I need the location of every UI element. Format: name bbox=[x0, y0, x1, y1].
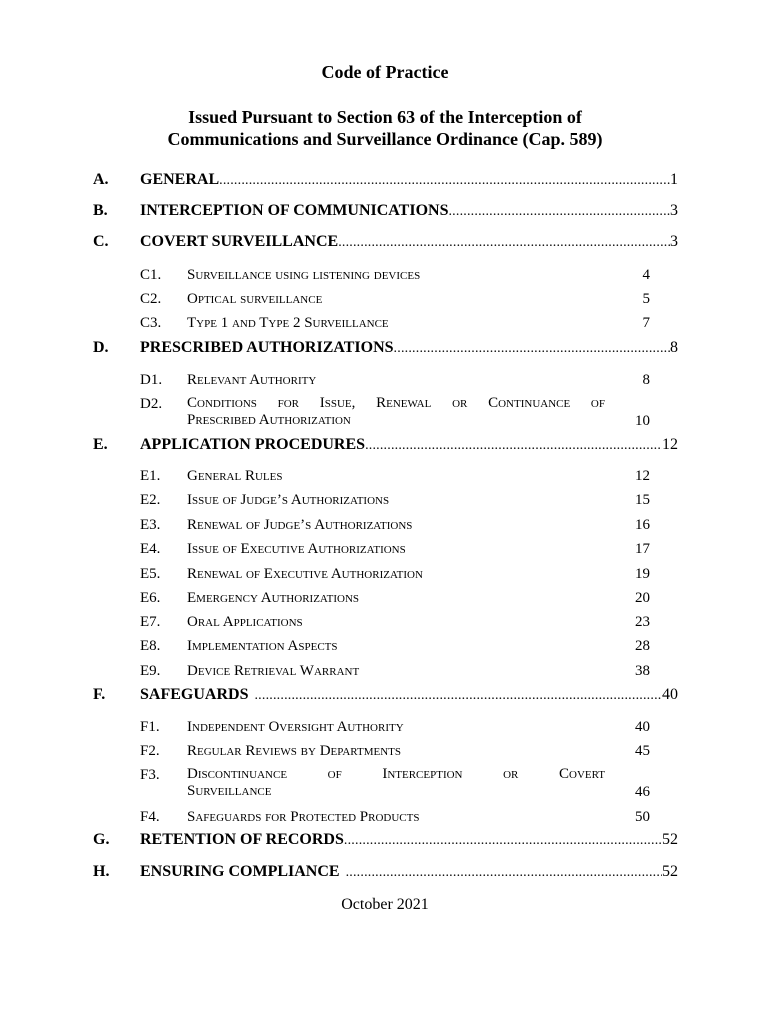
section-page: 3 bbox=[670, 202, 678, 219]
section-title: COVERT SURVEILLANCE bbox=[140, 233, 339, 250]
subsection-number: E9. bbox=[140, 663, 161, 679]
subsection-number: E1. bbox=[140, 468, 161, 484]
toc-subsection-f1[interactable] bbox=[140, 717, 650, 737]
subsection-title: Surveillance using listening devices bbox=[187, 267, 421, 283]
subsection-number: E2. bbox=[140, 492, 161, 508]
dot-leader bbox=[365, 435, 662, 457]
dot-leader bbox=[394, 338, 670, 360]
subsection-page: 12 bbox=[635, 468, 650, 484]
subsection-number: F4. bbox=[140, 809, 160, 825]
section-letter: G. bbox=[93, 831, 110, 848]
subsection-page: 7 bbox=[642, 315, 650, 331]
section-letter: C. bbox=[93, 233, 109, 250]
subsection-title bbox=[187, 395, 607, 429]
toc-subsection-f2[interactable] bbox=[140, 741, 650, 761]
subsection-title: Implementation Aspects bbox=[187, 638, 338, 654]
subsection-page: 10 bbox=[635, 413, 650, 429]
toc-subsection-e6[interactable] bbox=[140, 588, 650, 608]
subsection-page: 19 bbox=[635, 566, 650, 582]
toc-subsection-e2[interactable] bbox=[140, 490, 650, 510]
toc-subsection-d2[interactable] bbox=[140, 394, 650, 434]
section-title: GENERAL bbox=[140, 171, 220, 188]
subsection-number: E5. bbox=[140, 566, 161, 582]
document-date: October 2021 bbox=[341, 896, 429, 913]
dot-leader bbox=[346, 862, 662, 884]
section-page: 3 bbox=[670, 233, 678, 250]
subsection-number: C1. bbox=[140, 267, 162, 283]
subsection-number: E8. bbox=[140, 638, 161, 654]
section-letter: H. bbox=[93, 863, 110, 880]
toc-section-interception[interactable] bbox=[93, 200, 678, 222]
subsection-page: 16 bbox=[635, 517, 650, 533]
toc-section-ensuring-compliance[interactable] bbox=[93, 861, 678, 883]
section-letter: D. bbox=[93, 339, 109, 356]
dot-leader bbox=[338, 232, 670, 254]
toc-subsection-e8[interactable] bbox=[140, 636, 650, 656]
section-title: APPLICATION PROCEDURES bbox=[140, 436, 366, 453]
toc-subsection-c1[interactable] bbox=[140, 265, 650, 285]
subsection-number: F1. bbox=[140, 719, 160, 735]
toc-section-retention-of-records[interactable] bbox=[93, 829, 678, 851]
toc-section-general[interactable] bbox=[93, 169, 678, 191]
section-page: 12 bbox=[662, 436, 678, 453]
section-letter: F. bbox=[93, 686, 106, 703]
toc-subsection-e5[interactable] bbox=[140, 564, 650, 584]
subsection-page: 40 bbox=[635, 719, 650, 735]
section-title: SAFEGUARDS bbox=[140, 686, 249, 703]
subsection-number: E7. bbox=[140, 614, 161, 630]
subsection-title-line-2: Prescribed Authorization bbox=[187, 412, 351, 428]
subsection-page: 50 bbox=[635, 809, 650, 825]
subsection-title: Oral Applications bbox=[187, 614, 303, 630]
section-page: 1 bbox=[670, 171, 678, 188]
subsection-title: Issue of Judge’s Authorizations bbox=[187, 492, 390, 508]
document-title: Code of Practice bbox=[321, 62, 449, 82]
subsection-title-line-2: Surveillance bbox=[187, 783, 272, 799]
toc-subsection-e1[interactable] bbox=[140, 466, 650, 486]
subsection-title: Issue of Executive Authorizations bbox=[187, 541, 406, 557]
subsection-title: Emergency Authorizations bbox=[187, 590, 360, 606]
toc-subsection-c2[interactable] bbox=[140, 289, 650, 309]
subsection-title: Type 1 and Type 2 Surveillance bbox=[187, 315, 389, 331]
subsection-title-line-1: Conditions for Issue, Renewal or Continuance of bbox=[187, 395, 605, 411]
toc-subsection-e4[interactable] bbox=[140, 539, 650, 559]
subsection-title: Independent Oversight Authority bbox=[187, 719, 404, 735]
toc-subsection-e3[interactable] bbox=[140, 515, 650, 535]
section-letter: A. bbox=[93, 171, 109, 188]
subsection-number: E3. bbox=[140, 517, 161, 533]
toc-subsection-d1[interactable] bbox=[140, 370, 650, 390]
subsection-title bbox=[187, 766, 607, 800]
dot-leader bbox=[344, 830, 662, 852]
section-title: ENSURING COMPLIANCE bbox=[140, 863, 340, 880]
subsection-title-line-1: Discontinuance of Interception or Covert bbox=[187, 766, 605, 782]
section-page: 8 bbox=[670, 339, 678, 356]
subsection-number: C3. bbox=[140, 315, 162, 331]
subsection-page: 8 bbox=[642, 372, 650, 388]
subsection-page: 5 bbox=[642, 291, 650, 307]
subsection-number: F2. bbox=[140, 743, 160, 759]
subsection-page: 45 bbox=[635, 743, 650, 759]
subsection-title: Device Retrieval Warrant bbox=[187, 663, 360, 679]
section-title: RETENTION OF RECORDS bbox=[140, 831, 344, 848]
subsection-page: 46 bbox=[635, 784, 650, 800]
subsection-title: Relevant Authority bbox=[187, 372, 317, 388]
subsection-title: General Rules bbox=[187, 468, 283, 484]
subtitle-line-1: Issued Pursuant to Section 63 of the Interception of bbox=[188, 107, 582, 127]
subsection-page: 15 bbox=[635, 492, 650, 508]
section-page: 40 bbox=[662, 686, 678, 703]
section-title: INTERCEPTION OF COMMUNICATIONS bbox=[140, 202, 449, 219]
subsection-page: 20 bbox=[635, 590, 650, 606]
subsection-number: D2. bbox=[140, 396, 163, 412]
toc-section-safeguards[interactable] bbox=[93, 684, 678, 706]
subsection-page: 4 bbox=[642, 267, 650, 283]
subsection-page: 38 bbox=[635, 663, 650, 679]
toc-subsection-f4[interactable] bbox=[140, 807, 650, 827]
toc-subsection-e9[interactable] bbox=[140, 661, 650, 681]
toc-subsection-c3[interactable] bbox=[140, 313, 650, 333]
subsection-title: Optical surveillance bbox=[187, 291, 323, 307]
subsection-page: 23 bbox=[635, 614, 650, 630]
section-page: 52 bbox=[662, 831, 678, 848]
toc-section-prescribed-authorizations[interactable] bbox=[93, 337, 678, 359]
subsection-page: 17 bbox=[635, 541, 650, 557]
toc-section-covert-surveillance[interactable] bbox=[93, 231, 678, 253]
document-subtitle bbox=[0, 106, 770, 150]
subsection-title: Renewal of Judge’s Authorizations bbox=[187, 517, 413, 533]
section-page: 52 bbox=[662, 863, 678, 880]
section-letter: E. bbox=[93, 436, 108, 453]
toc-section-application-procedures[interactable] bbox=[93, 434, 678, 456]
toc-subsection-e7[interactable] bbox=[140, 612, 650, 632]
toc-subsection-f3[interactable] bbox=[140, 765, 650, 805]
dot-leader bbox=[448, 201, 670, 223]
subsection-number: E6. bbox=[140, 590, 161, 606]
subtitle-line-2: Communications and Surveillance Ordinance (Cap. 589) bbox=[167, 129, 603, 149]
subsection-number: F3. bbox=[140, 767, 160, 783]
subsection-number: C2. bbox=[140, 291, 162, 307]
subsection-number: E4. bbox=[140, 541, 161, 557]
subsection-title: Safeguards for Protected Products bbox=[187, 809, 420, 825]
subsection-title: Renewal of Executive Authorization bbox=[187, 566, 423, 582]
section-letter: B. bbox=[93, 202, 108, 219]
subsection-title: Regular Reviews by Departments bbox=[187, 743, 401, 759]
section-title: PRESCRIBED AUTHORIZATIONS bbox=[140, 339, 394, 356]
subsection-number: D1. bbox=[140, 372, 163, 388]
subsection-page: 28 bbox=[635, 638, 650, 654]
dot-leader bbox=[254, 685, 662, 707]
dot-leader bbox=[219, 170, 670, 192]
